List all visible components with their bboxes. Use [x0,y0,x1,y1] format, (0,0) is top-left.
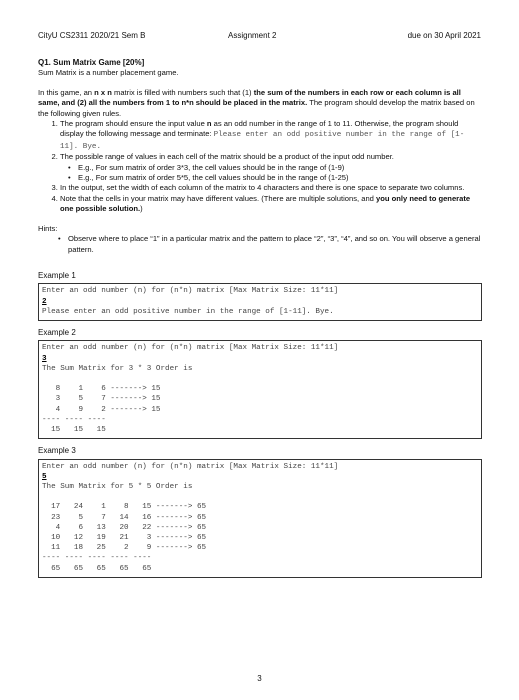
rule-bold: you only need to generate one possible solution. [60,193,471,214]
rule-text: as an odd number in the range of 1 to 11. Otherwise, the program should display the following message and terminate: [60,119,459,139]
question-description [38,88,482,119]
rule-bold-n: n [206,119,212,129]
console-input: 3 [42,354,47,363]
hint-item: • Observe where to place “1” in a particular matrix and the pattern to place “2”, “3”, “4”, and so on. You will observe a general pattern. [68,234,482,255]
desc-bold-conditions: the sum of the numbers in each row or each column is all same, and (2) all the numbers from 1 to n*n should be placed in the matrix. [38,87,461,108]
desc-text: The program should develop the matrix based on the following given rules. [38,98,475,118]
example-label: Example 3 [38,446,76,456]
rule-text: The possible range of values in each cell of the matrix should be a product of the input odd number. [60,152,394,162]
question-intro: Sum Matrix is a number placement game. [38,68,179,78]
error-message: Please enter an odd positive number in the range of [1-11]. Bye. [60,131,465,151]
rule-2-example: • E.g., For sum matrix of order 3*3, the cell values should be in the range of (1-9) [78,163,482,173]
rules-list [38,119,482,215]
rule-text: ) [140,204,143,214]
console-input: 2 [42,297,47,306]
rule-4 [60,194,482,215]
rule-3: 3. In the output, set the width of each column of the matrix to 4 characters and there is one space to separate two columns. [60,183,482,193]
console-body: The Sum Matrix for 5 * 5 Order is 17 24 1 8 15 -------> 65 23 5 7 14 16 -------> 65 4 6 13 20 22 -------> 65 10 12 19 21 3 -------> 65 11 18 25 2 9 -------> 65 ---- ---- ---- ---- ---- 65 65 65 65 65 [42,482,207,573]
due-date: due on 30 April 2021 [407,31,481,40]
page-number: 3 [257,674,262,683]
rule-text: Note that the cells in your matrix may have different values. (There are multiple solutions, and [60,193,376,203]
rule-1 [60,119,482,152]
hints-section [38,224,482,255]
document-body [38,58,482,578]
example-1 [38,271,482,321]
page-header [38,31,481,43]
example-3 [38,446,482,578]
example-label: Example 2 [38,327,76,337]
rule-text: The program should ensure the input value [60,119,207,129]
console-prompt: Enter an odd number (n) for (n*n) matrix [Max Matrix Size: 11*11] [42,462,339,471]
console-body: Please enter an odd positive number in the range of [1-11]. Bye. [42,307,334,316]
question-title: Q1. Sum Matrix Game [20%] [38,58,145,67]
console-output [38,340,482,439]
console-output [38,459,482,578]
console-prompt: Enter an odd number (n) for (n*n) matrix [Max Matrix Size: 11*11] [42,344,339,353]
desc-text: matrix is filled with numbers such that (1) [111,87,254,97]
console-prompt: Enter an odd number (n) for (n*n) matrix [Max Matrix Size: 11*11] [42,287,339,296]
hints-label: Hints: [38,223,58,233]
rule-2-example: • E.g., For sum matrix of order 5*5, the cell values should be in the range of (1-25) [78,173,482,183]
rule-2 [60,152,482,183]
example-label: Example 1 [38,270,76,280]
course-label: CityU CS2311 2020/21 Sem B [38,31,146,40]
desc-bold-nxn: n x n [94,87,112,97]
rule-2-examples [60,163,482,184]
console-input: 5 [42,472,47,481]
console-output [38,283,482,321]
desc-text: In this game, an [38,87,95,97]
console-body: The Sum Matrix for 3 * 3 Order is 8 1 6 -------> 15 3 5 7 -------> 15 4 9 2 -------> 15 ---- ---- ---- 15 15 15 [42,364,193,434]
assignment-label: Assignment 2 [228,31,277,40]
example-2 [38,328,482,439]
